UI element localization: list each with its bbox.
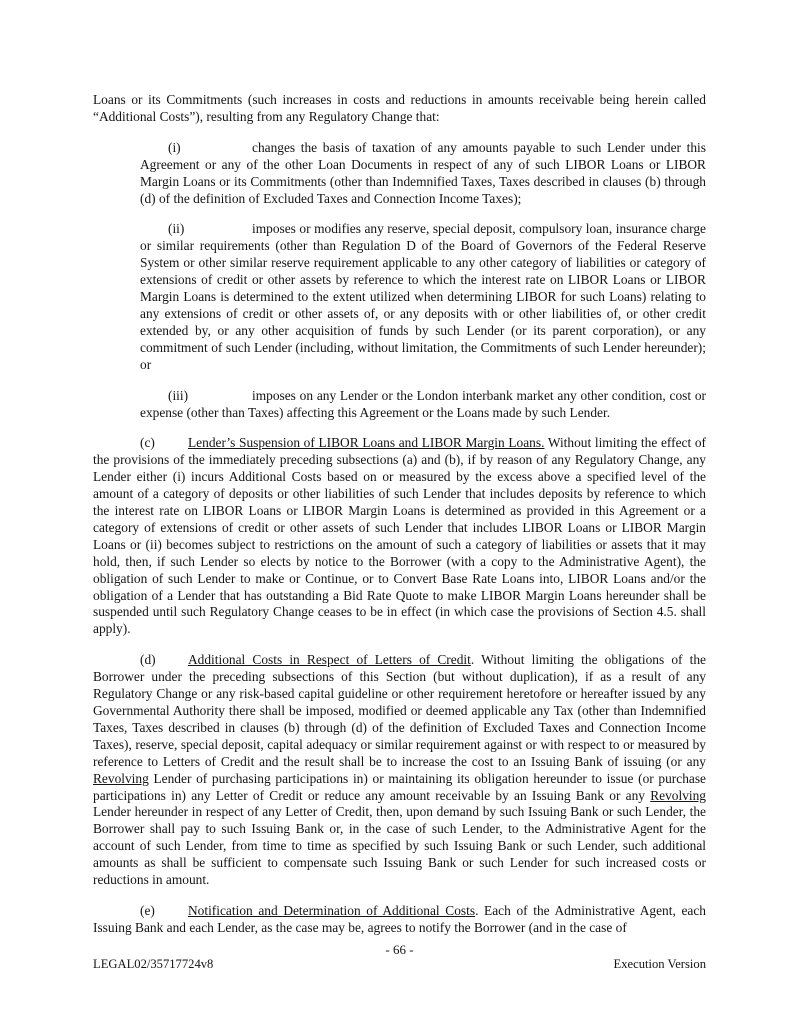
clause-i-text: changes the basis of taxation of any amounts payable to such Lender under this Agreement or any of the other Loan Documents in respect of any of such LIBOR Loans or LIBOR Margin Loans or its Commitments (other than Indemnified Taxes, Taxes described in clauses (b) through (d) of the definition of Excluded Taxes and Connection Income Taxes); bbox=[140, 139, 706, 206]
section-e-text: Notification and Determination of Additional Costs. Each of the Administrative Agent, each Issuing Bank and each Lender, as the case may be, agrees to notify the Borrower (and in the case of bbox=[93, 902, 706, 935]
section-d-text: Additional Costs in Respect of Letters of Credit. Without limiting the obligations of the Borrower under the preceding subsections of this Section (but without duplication), if as a result of any Regulatory Change or any risk-based capital guideline or other requirement heretofore or hereafter issued by any Governmental Authority there shall be imposed, modified or deemed applicable any Tax (other than Indemnified Taxes, Taxes described in clauses (b) through (d) of the definition of Excluded Taxes and Connection Income Taxes), reserve, special deposit, capital adequacy or similar requirement against or with respect to or measured by reference to Letters of Credit and the result shall be to increase the cost to an Issuing Bank of issuing (or any Revolving Lender of purchasing participations in) or maintaining its obligation hereunder to issue (or purchase participations in) any Letter of Credit or reduce any amount receivable by an Issuing Bank or any Revolving Lender hereunder in respect of any Letter of Credit, then, upon demand by such Issuing Bank or such Lender, the Borrower shall pay to such Issuing Bank or, in the case of such Lender, to the Administrative Agent for the account of such Lender, from time to time as specified by such Issuing Bank or such Lender, such additional amounts as shall be sufficient to compensate such Issuing Bank or such Lender for such increased costs or reductions in amount. bbox=[93, 652, 706, 888]
clause-iii-paragraph bbox=[140, 388, 706, 422]
clause-ii-paragraph bbox=[140, 221, 706, 373]
clause-ii-number: (ii) bbox=[168, 221, 185, 237]
clause-ii-text: imposes or modifies any reserve, special deposit, compulsory loan, insurance charge or similar requirements (other than Regulation D of the Board of Governors of the Federal Reserve System or other similar reserve requirement applicable to any other category of liabilities or category of extensions of credit or other assets by reference to which the interest rate on LIBOR Loans or LIBOR Margin Loans is determined to the extent utilized when determining LIBOR for such Loans) relating to any extensions of credit or other assets of, or any deposits with or other liabilities of, or other credit extended by, or any other acquisition of funds by such Lender (or its parent corporation), or any commitment of such Lender (including, without limitation, the Commitments of such Lender hereunder); or bbox=[140, 221, 706, 372]
clause-i-paragraph bbox=[140, 140, 706, 208]
clause-iii-text: imposes on any Lender or the London interbank market any other condition, cost or expense (other than Taxes) affecting this Agreement or the Loans made by such Lender. bbox=[140, 387, 706, 420]
section-c-paragraph bbox=[93, 435, 706, 638]
page-number: - 66 - bbox=[385, 942, 414, 957]
page-footer bbox=[93, 956, 706, 973]
section-d-paragraph bbox=[93, 652, 706, 889]
clause-iii-number: (iii) bbox=[168, 387, 189, 403]
section-d-number: (d) bbox=[140, 652, 156, 668]
section-c-number: (c) bbox=[140, 435, 155, 451]
section-e-paragraph bbox=[93, 903, 706, 937]
clause-i-number: (i) bbox=[168, 139, 181, 155]
intro-paragraph: Loans or its Commitments (such increases in costs and reductions in amounts receivable being herein called “Additional Costs”), resulting from any Regulatory Change that: bbox=[93, 92, 706, 124]
section-e-number: (e) bbox=[140, 902, 155, 918]
section-c-text: Lender’s Suspension of LIBOR Loans and LIBOR Margin Loans. Without limiting the effect of the provisions of the immediately preceding subsections (a) and (b), if by reason of any Regulatory Change, any Lender either (i) incurs Additional Costs based on or measured by the excess above a specified level of the amount of a category of deposits or other liabilities of such Lender that includes deposits by reference to which the interest rate on LIBOR Loans or LIBOR Margin Loans is determined as provided in this Agreement or a category of extensions of credit or other assets of such Lender that includes LIBOR Loans or LIBOR Margin Loans or (ii) becomes subject to restrictions on the amount of such a category of liabilities or assets that it may hold, then, if such Lender so elects by notice to the Borrower (with a copy to the Administrative Agent), the obligation of such Lender to make or Continue, or to Convert Base Rate Loans into, LIBOR Loans and/or the obligation of a Lender that has outstanding a Bid Rate Quote to make LIBOR Margin Loans hereunder shall be suspended until such Regulatory Change ceases to be in effect (in which case the provisions of Section 4.5. shall apply). bbox=[93, 435, 706, 637]
footer-doc-id: LEGAL02/35717724v8 bbox=[93, 957, 214, 971]
footer-version-label: Execution Version bbox=[613, 957, 706, 971]
